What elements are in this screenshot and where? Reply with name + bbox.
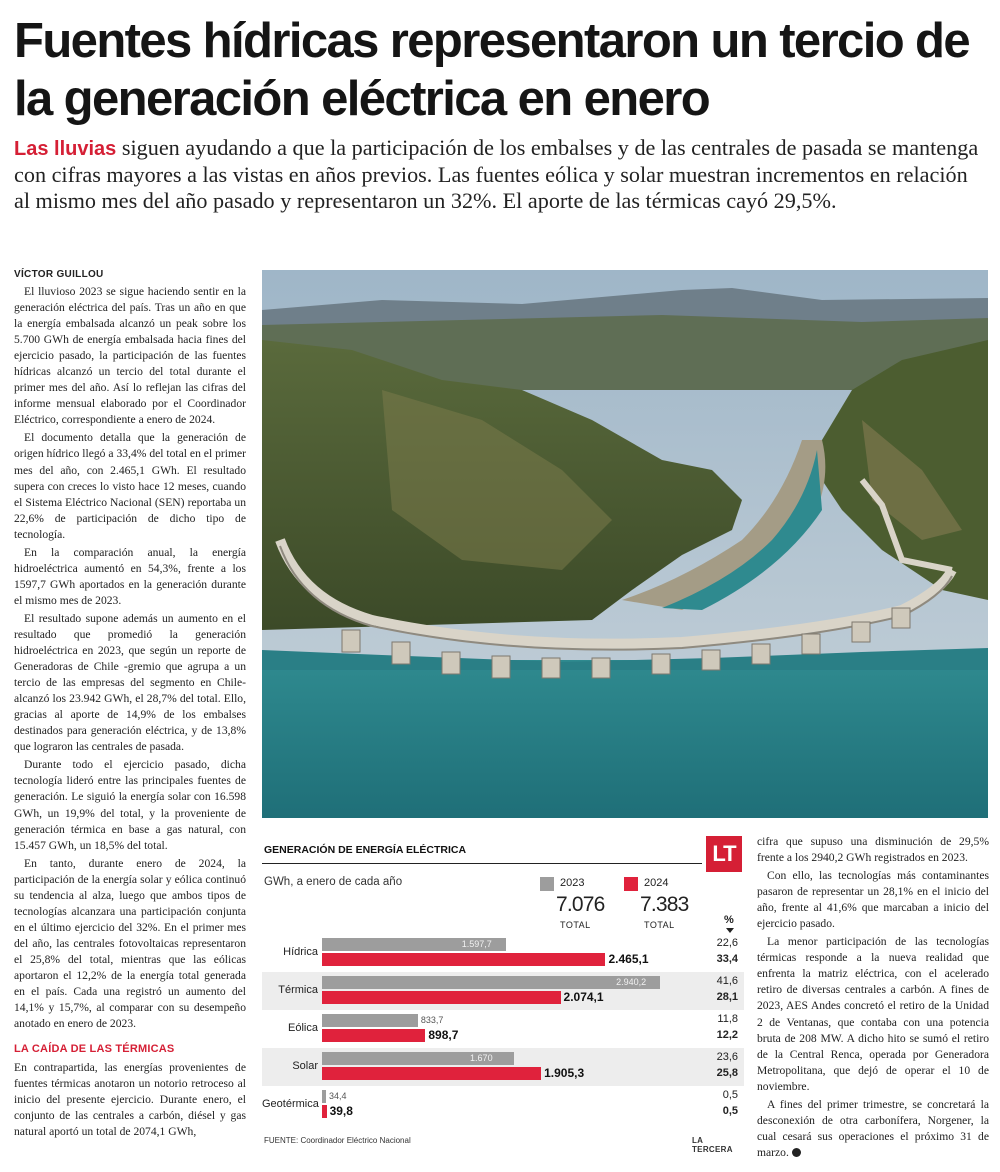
headline: Fuentes hídricas representaron un tercio de la generación eléctrica en enero [14,14,970,126]
percent-value: 22,6 [716,937,738,949]
total-label-2023: TOTAL [560,920,591,930]
percent-header: % [724,914,734,926]
energy-chart [262,834,744,1152]
legend-2023 [540,876,610,936]
bar-2024-eólica [322,1029,425,1042]
bar-2024-térmica [322,991,561,1004]
percent-value: 28,1 [716,991,738,1003]
percent-value: 12,2 [716,1029,738,1041]
dam-landscape-image [262,270,988,818]
paragraph [757,1097,989,1161]
percent-value: 11,8 [717,1013,738,1025]
percent-value: 25,8 [716,1067,738,1079]
paragraph: cifra que supuso una disminución de 29,5% frente a los 2940,2 GWh registrados en 2023. [757,835,989,865]
dam-photo [262,270,988,818]
total-2023: 7.076 [556,893,605,916]
paragraph: Durante todo el ejercicio pasado, dicha tecnología lideró entre las principales fuentes de generación. Le siguió la energía solar con 16.598 GWh, un 19,9% del total, y la proveniente de generación térmica en base a gas natural, con 15.457 GWh, un 18,5% del total. [14,758,246,852]
value-label: 39,8 [329,1104,353,1118]
bar-2024-hídrica [322,953,605,966]
paragraph: La menor participación de las tecnologías térmicas responde a la nueva realidad que enfrenta la matriz eléctrica, con el acelerado retiro de diversas centrales a carbón. A fines de 2023, AES Andes concretó el retiro de la Unidad 2 de Ventanas, que contaba con una potencia bruta de 208 MW. A dicho hito se sumó el retiro de la Central Renca, operada por Generadora Metropolitana, que dejó de operar el 10 de noviembre. [757,935,989,1093]
chart-brand: LA TERCERA [692,1136,733,1154]
paragraph: El lluvioso 2023 se sigue haciendo sentir en la generación eléctrica del país. Tras un año en que la energía embalsada alcanzó un peak sobre los 5.700 GWh de energía embalsada hacia fines del ejercicio pasado, la participación de las fuentes hídricas alcanzó un tercio del total durante el primer mes del año. Así lo reflejan las cifras del informe mensual elaborado por el Coordinador Eléctrico, correspondiente a enero de 2024. [14,285,246,427]
paragraph: El documento detalla que la generación de origen hídrico llegó a 33,4% del total en el primer mes del año, con 2.465,1 GWh. El resultado supera con creces lo visto hace 12 meses, cuando el Sistema Eléctrico Nacional (SEN) reportaba un 22,6% de participación de dicho tipo de tecnología. [14,431,246,541]
value-label: 2.940,2 [616,977,647,987]
paragraph: En la comparación anual, la energía hidroeléctrica aumentó en 54,3%, frente a los 1597,7 GWh aportados en la generación durante el mismo mes de 2023. [14,545,246,607]
bar-2023-eólica [322,1014,418,1027]
legend-year-2024: 2024 [644,877,669,889]
bar-2024-geotérmica [322,1105,327,1118]
dek [14,135,989,214]
category-label: Geotérmica [262,1098,319,1110]
percent-value: 33,4 [716,953,738,965]
paragraph: El resultado supone además un aumento en el resultado que promedió la generación hidroeléctrica en 2023, que según un reporte de Generadoras de Chile -gremio que agrupa a un tercio de las empresas del segmento en Chile- alcanzó los 23.942 GWh, el 28,7% del total. Ello, gracias al aporte de 14,9% de los embalses destinados para generación eléctrica, y de 13,8% que lograron las centrales de pasada. [14,611,246,754]
category-label: Solar [292,1060,318,1072]
subhead: LA CAÍDA DE LAS TÉRMICAS [14,1043,175,1056]
paragraph: Con ello, las tecnologías más contaminantes pasaron de representar un 28,1% en el inicio del año, frente al 41,6% que marcaban a inicio del ejercicio pasado. [757,869,989,931]
total-label-2024: TOTAL [644,920,675,930]
category-label: Térmica [278,984,318,996]
value-label: 898,7 [428,1028,459,1042]
percent-value: 0,5 [722,1089,738,1101]
dek-text: siguen ayudando a que la participación de los embalses y de las centrales de pasada se mantenga con cifras mayores a las vistas en años previos. Las fuentes eólica y solar muestran incrementos en relación al mismo mes del año pasado y representaron un 32%. El aporte de las térmicas cayó 29,5%. [14,135,979,213]
chart-source: FUENTE: Coordinador Eléctrico Nacional [264,1136,411,1145]
value-label: 2.465,1 [608,952,649,966]
chart-subtitle: GWh, a enero de cada año [264,876,403,888]
bar-2024-solar [322,1067,541,1080]
value-label: 34,4 [328,1091,347,1101]
column-left [14,284,246,1142]
bar-2023-geotérmica [322,1090,326,1103]
end-mark-icon [792,1148,801,1157]
value-label: 833,7 [420,1015,444,1025]
legend-swatch-2023 [540,877,554,891]
paragraph-text: A fines del primer trimestre, se concretará la desconexión de otra carbonífera, Norgener, la cual cesará sus operaciones el próximo 31 de marzo. [757,1097,989,1159]
dek-lead: Las lluvias [14,138,117,160]
paragraph: En contrapartida, las energías provenientes de fuentes térmicas anotaron un notorio retroceso al inicio del presente ejercicio. Durante enero, el conjunto de las centrales a carbón, diésel y gas natural aportó un total de 2074,1 GWh, [14,1061,246,1139]
percent-value: 23,6 [716,1051,738,1063]
value-label: 1.670 [470,1053,493,1063]
value-label: 1.597,7 [461,939,492,949]
column-right [757,834,989,1163]
total-2024: 7.383 [640,893,689,916]
category-label: Hídrica [283,946,318,958]
bar-2023-térmica [322,976,660,989]
category-label: Eólica [288,1022,318,1034]
percent-value: 0,5 [722,1105,738,1117]
la-tercera-logo: LT [706,836,742,872]
byline: VÍCTOR GUILLOU [14,269,104,280]
legend-swatch-2024 [624,877,638,891]
paragraph: En tanto, durante enero de 2024, la participación de la energía solar y eólica continuó su tendencia al alza, luego que ambos tipos de tecnologías alcanzara una participación conjunta en el último ejercicio del 32%. En el primer mes del año, las centrales fotovoltaicas representaron el 25,8% del total, mientras que las eólicas aportaron el 12,2% de la energía total generada en el país. Cada una registró un aumento del 14,1% y 15,7%, al comparar con su desempeño anotado en enero de 2023. [14,856,246,1031]
legend-2024 [624,876,694,936]
legend-year-2023: 2023 [560,877,585,889]
percent-value: 41,6 [716,975,738,987]
value-label: 2.074,1 [563,990,604,1004]
sort-arrow-icon [726,928,734,933]
chart-title: GENERACIÓN DE ENERGÍA ELÉCTRICA [264,844,467,856]
value-label: 1.905,3 [544,1066,585,1080]
chart-title-rule [262,863,702,864]
